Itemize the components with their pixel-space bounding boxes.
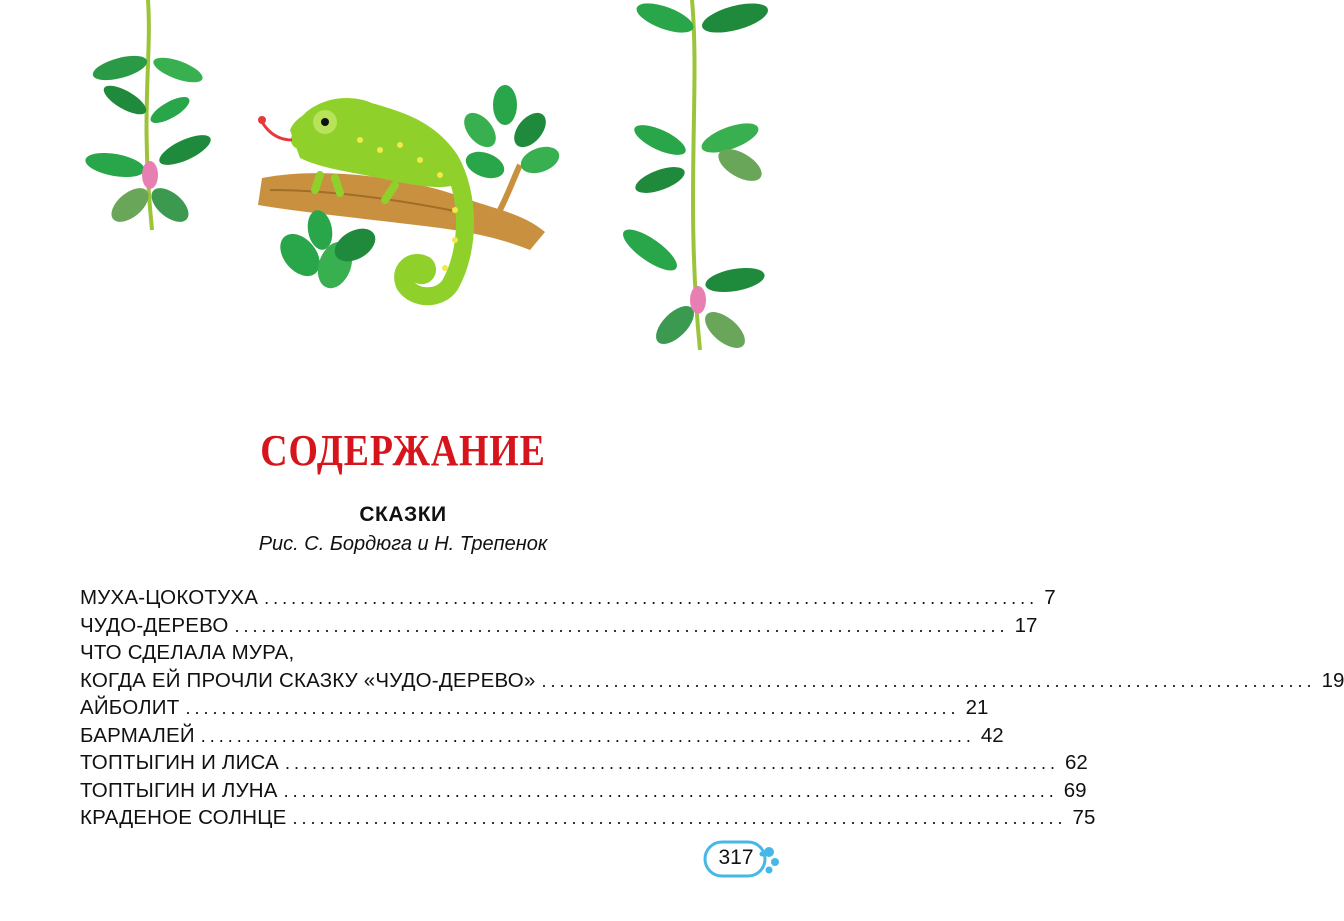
toc-entry-title: АЙБОЛИТ (80, 696, 180, 719)
toc-entry[interactable] (80, 806, 1096, 834)
toc-entry[interactable] (80, 613, 1038, 642)
dot-leader: ...................................................................................... (234, 615, 1009, 636)
toc-entry-title: ТОПТЫГИН И ЛИСА (80, 751, 279, 774)
page-number: 317 (718, 846, 754, 869)
dot-leader: ...................................................................................... (292, 808, 1067, 828)
dot-leader: ...................................................................................... (283, 780, 1058, 801)
toc-entry[interactable] (80, 778, 1087, 807)
dot-leader: ...................................................................................... (264, 588, 1039, 608)
toc-entry-page: 75 (1072, 806, 1096, 829)
dot-leader: ...................................................................................... (185, 698, 960, 718)
toc-entry-title: ЧУДО-ДЕРЕВО (80, 613, 229, 637)
dot-leader: ...................................................................................... (284, 753, 1060, 773)
toc-entry[interactable] (80, 751, 1088, 779)
toc-entry-title: ЧТО СДЕЛАЛА МУРА, (80, 641, 295, 664)
toc-entry-page: 17 (1014, 613, 1038, 637)
illustrator-credit: Рис. С. Бордюга и Н. Трепенок (258, 533, 548, 555)
right-vine (617, 0, 770, 355)
toc-entry[interactable] (80, 723, 1004, 752)
toc-entry-page: 21 (965, 696, 989, 719)
toc-entry-title: ТОПТЫГИН И ЛУНА (80, 778, 278, 802)
toc-entry-page: 62 (1065, 751, 1088, 774)
left-vine (84, 0, 215, 230)
dot-leader: ...................................................................................... (200, 725, 975, 746)
page-title: СОДЕРЖАНИЕ (260, 426, 546, 475)
toc-entry-page: 69 (1063, 778, 1087, 802)
toc-entry-title: БАРМАЛЕЙ (80, 723, 195, 747)
toc-entry-page: 19 (1321, 668, 1344, 692)
toc-entry[interactable] (80, 668, 1344, 697)
dot-leader: ...................................................................................... (541, 670, 1316, 691)
section-heading: СКАЗКИ (359, 503, 447, 526)
toc-entry-page: 42 (980, 723, 1004, 747)
toc-entry[interactable] (80, 696, 989, 724)
toc-entry-page: 7 (1044, 586, 1056, 609)
toc-entry[interactable] (80, 641, 720, 669)
chameleon-illustration (0, 0, 806, 400)
toc-entry-title: КОГДА ЕЙ ПРОЧЛИ СКАЗКУ «ЧУДО-ДЕРЕВО» (80, 668, 536, 692)
toc-entry-title: КРАДЕНОЕ СОЛНЦЕ (80, 806, 287, 829)
table-of-contents (80, 586, 1344, 834)
toc-entry[interactable] (80, 586, 1056, 614)
toc-entry-title: МУХА-ЦОКОТУХА (80, 586, 259, 609)
